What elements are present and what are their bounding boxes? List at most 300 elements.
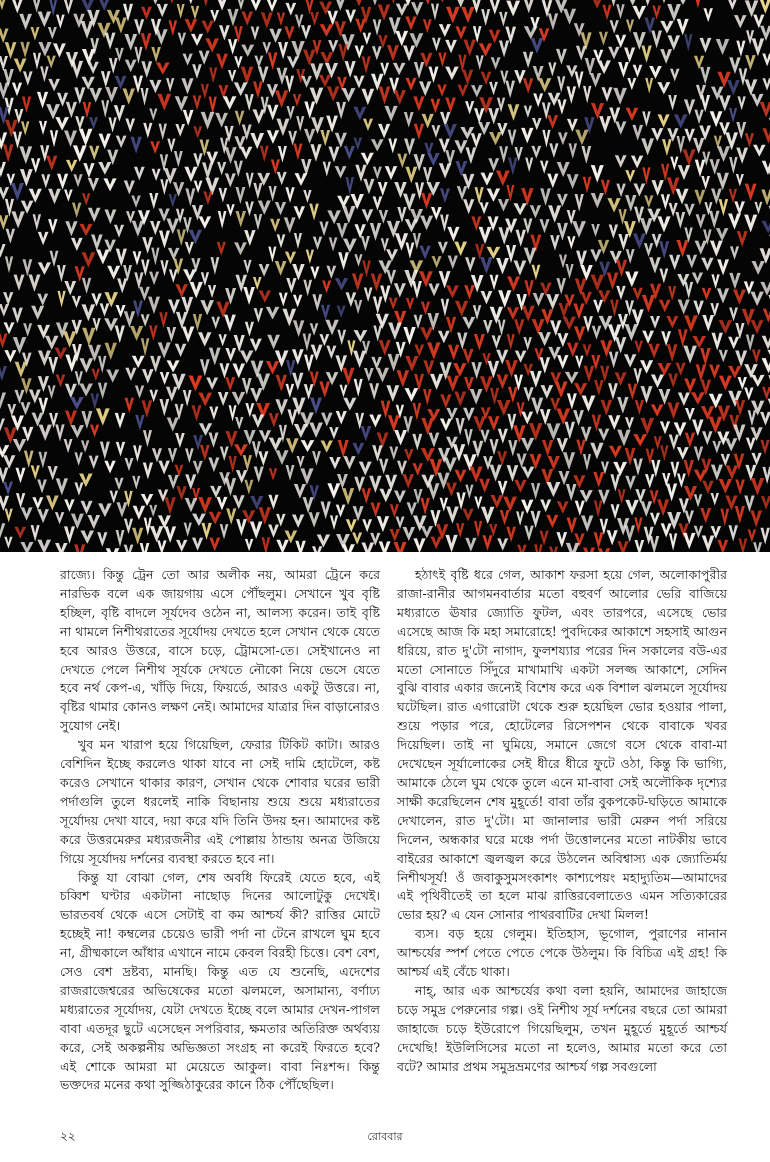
pattern-shape [581, 515, 594, 532]
pattern-shape [176, 540, 187, 552]
pattern-shape [285, 3, 296, 16]
pattern-shape [98, 383, 108, 399]
pattern-shape [750, 511, 762, 528]
pattern-shape [48, 219, 57, 234]
pattern-shape [615, 155, 627, 168]
pattern-shape [397, 154, 407, 168]
pattern-shape [700, 348, 711, 366]
pattern-shape [183, 269, 197, 282]
pattern-shape [437, 85, 447, 97]
pattern-shape [177, 4, 185, 19]
pattern-shape [250, 339, 262, 352]
pattern-shape [159, 230, 170, 248]
pattern-shape [241, 12, 253, 26]
pattern-shape [293, 320, 304, 337]
pattern-shape [657, 82, 670, 94]
pattern-shape [387, 45, 399, 61]
pattern-shape [362, 56, 371, 73]
pattern-shape [557, 76, 565, 92]
pattern-shape [353, 506, 364, 521]
pattern-shape [215, 0, 229, 11]
pattern-shape [208, 458, 219, 473]
pattern-shape [617, 430, 631, 447]
pattern-shape [700, 67, 710, 85]
pattern-shape [455, 301, 469, 317]
pattern-shape [517, 545, 527, 552]
pattern-shape [546, 515, 558, 528]
pattern-shape [21, 121, 29, 135]
pattern-shape [431, 125, 440, 138]
pattern-shape [660, 445, 668, 461]
pattern-shape [355, 19, 366, 33]
pattern-shape [593, 300, 603, 314]
pattern-shape [454, 140, 467, 154]
pattern-shape [275, 375, 287, 392]
pattern-shape [321, 305, 331, 320]
pattern-shape [549, 143, 558, 158]
pattern-shape [20, 42, 30, 58]
pattern-shape [38, 452, 47, 469]
pattern-shape [3, 144, 13, 162]
pattern-shape [229, 405, 237, 421]
pattern-shape [33, 214, 41, 230]
pattern-shape [132, 528, 143, 545]
pattern-shape [693, 301, 703, 316]
pattern-shape [72, 296, 81, 308]
pattern-shape [205, 178, 219, 196]
pattern-shape [379, 340, 391, 356]
pattern-shape [81, 21, 94, 39]
pattern-shape [733, 290, 746, 305]
pattern-shape [12, 83, 22, 97]
pattern-shape [427, 483, 439, 500]
pattern-shape [149, 193, 158, 209]
pattern-shape [175, 284, 188, 297]
pattern-shape [716, 39, 730, 55]
pattern-shape [380, 285, 390, 303]
pattern-shape [662, 139, 672, 156]
pattern-shape [216, 497, 227, 510]
pattern-shape [762, 161, 770, 175]
pattern-shape [50, 251, 59, 267]
pattern-shape [581, 32, 592, 50]
pattern-shape [642, 167, 650, 184]
pattern-shape [20, 402, 30, 415]
pattern-shape [729, 189, 737, 203]
pattern-shape [0, 28, 9, 43]
pattern-shape [80, 531, 94, 544]
pattern-shape [692, 273, 703, 285]
pattern-shape [303, 190, 311, 203]
pattern-shape [326, 346, 336, 359]
pattern-shape [32, 497, 43, 509]
pattern-shape [56, 15, 65, 29]
pattern-shape [0, 82, 9, 99]
pattern-shape [57, 265, 66, 282]
pattern-shape [48, 385, 56, 399]
pattern-shape [395, 516, 404, 528]
pattern-shape [684, 282, 693, 299]
pattern-shape [678, 393, 690, 406]
pattern-shape [96, 408, 110, 425]
pattern-shape [507, 307, 519, 320]
pattern-shape [575, 356, 583, 369]
pattern-shape [320, 501, 330, 519]
pattern-shape [83, 163, 94, 178]
pattern-shape [373, 296, 383, 314]
pattern-shape [64, 499, 74, 512]
pattern-shape [403, 46, 415, 62]
pattern-shape [167, 417, 179, 431]
pattern-shape [57, 291, 65, 308]
pattern-shape [562, 317, 576, 330]
pattern-shape [538, 78, 551, 92]
pattern-shape [414, 344, 424, 356]
pattern-shape [370, 502, 380, 517]
pattern-shape [734, 201, 745, 215]
pattern-shape [573, 410, 584, 426]
pattern-shape [590, 0, 604, 9]
pattern-shape [677, 19, 689, 35]
pattern-shape [702, 536, 715, 552]
pattern-shape [267, 130, 279, 144]
pattern-shape [37, 92, 48, 109]
pattern-shape [632, 6, 646, 20]
pattern-shape [303, 280, 312, 296]
pattern-shape [223, 96, 237, 110]
pattern-shape [326, 266, 336, 279]
pattern-shape [746, 438, 756, 451]
pattern-shape [143, 430, 152, 447]
pattern-shape [497, 451, 507, 466]
pattern-shape [649, 257, 661, 273]
pattern-shape [149, 272, 159, 285]
pattern-shape [301, 76, 312, 88]
pattern-shape [64, 439, 73, 453]
pattern-shape [250, 521, 263, 538]
pattern-shape [599, 116, 611, 133]
pattern-shape [750, 292, 763, 306]
pattern-shape [135, 415, 144, 431]
pattern-shape [491, 57, 501, 69]
pattern-shape [53, 43, 66, 57]
pattern-shape [471, 133, 482, 148]
pattern-shape [29, 390, 41, 404]
pattern-shape [555, 381, 568, 398]
pattern-shape [684, 486, 697, 501]
pattern-shape [524, 526, 534, 542]
pattern-shape [74, 544, 85, 552]
pattern-shape [703, 8, 712, 22]
pattern-shape [235, 187, 245, 204]
pattern-shape [394, 490, 406, 503]
pattern-shape [420, 498, 429, 515]
pattern-shape [734, 15, 747, 28]
pattern-shape [748, 529, 757, 542]
pattern-shape [287, 56, 299, 68]
pattern-shape [114, 478, 123, 491]
pattern-shape [193, 95, 202, 110]
pattern-shape [475, 187, 484, 204]
pattern-shape [104, 343, 116, 360]
pattern-shape [342, 368, 354, 386]
pattern-shape [471, 85, 483, 97]
pattern-shape [143, 123, 152, 138]
pattern-shape [729, 157, 738, 174]
pattern-shape [488, 158, 499, 171]
pattern-shape [243, 260, 251, 274]
pattern-shape [266, 307, 280, 320]
pattern-shape [634, 341, 643, 354]
pattern-shape [254, 467, 264, 483]
pattern-shape [440, 498, 448, 512]
pattern-shape [516, 511, 524, 526]
pattern-shape [267, 335, 280, 350]
pattern-shape [752, 350, 761, 364]
pattern-shape [0, 244, 6, 258]
pattern-shape [558, 132, 568, 145]
pattern-shape [694, 190, 705, 205]
pattern-shape [309, 204, 319, 221]
pattern-shape [678, 329, 688, 347]
pattern-shape [489, 439, 498, 455]
pattern-shape [225, 478, 236, 496]
pattern-shape [109, 491, 118, 504]
pattern-shape [394, 283, 406, 297]
pattern-shape [269, 186, 277, 201]
pattern-shape [633, 233, 646, 249]
pattern-shape [585, 58, 596, 75]
pattern-shape [291, 41, 305, 59]
pattern-shape [462, 70, 473, 86]
pattern-shape [385, 475, 397, 491]
pattern-shape [660, 49, 672, 64]
pattern-shape [729, 57, 741, 74]
pattern-shape [304, 102, 315, 119]
pattern-shape [200, 445, 210, 461]
pattern-shape [55, 543, 68, 552]
pattern-shape [556, 408, 570, 424]
pattern-shape [335, 133, 347, 148]
pattern-shape [684, 34, 692, 51]
pattern-shape [632, 288, 642, 300]
pattern-shape [124, 311, 135, 327]
pattern-shape [250, 0, 262, 11]
pattern-shape [0, 215, 9, 230]
pattern-shape [540, 409, 551, 425]
pattern-shape [694, 526, 703, 539]
pattern-shape [563, 452, 575, 470]
pattern-shape [0, 333, 8, 348]
pattern-shape [342, 88, 356, 102]
pattern-shape [275, 450, 288, 465]
pattern-shape [336, 223, 347, 239]
pattern-shape [267, 105, 279, 121]
pattern-shape [699, 38, 711, 53]
pattern-shape [751, 320, 764, 334]
pattern-shape [117, 278, 127, 293]
pattern-shape [626, 19, 634, 32]
pattern-shape [474, 521, 482, 538]
pattern-shape [548, 62, 556, 76]
pattern-shape [685, 510, 695, 524]
pattern-shape [546, 423, 560, 440]
pattern-shape [508, 130, 517, 147]
pattern-shape [413, 538, 425, 552]
pattern-shape [363, 33, 372, 45]
pattern-shape [384, 106, 397, 122]
pattern-shape [514, 319, 525, 335]
pattern-shape [691, 392, 705, 404]
pattern-shape [114, 225, 124, 238]
pattern-shape [702, 315, 714, 332]
pattern-shape [132, 356, 145, 368]
pattern-shape [100, 303, 110, 316]
pattern-shape [729, 108, 737, 123]
pattern-shape [310, 12, 319, 26]
pattern-shape [152, 448, 162, 462]
paragraph: রাজ্যে। কিন্তু ট্রেন তো আর অলীক নয়, আমরা ট্রেনে করে নারভিক বলে এক জায়গায় এসে পৌঁছলুম। সেখানে খুব বৃষ্টি হচ্ছিল, বৃষ্টি বাদলে সূর্যদেব ওঠেন না, আলস্য করেন। তাই বৃষ্টি না থামলে নিশীথরাতের সূর্যোদয় দেখতে হলে সেখান থেকে যেতে হবে আরও উত্তরে, বাসে চড়ে, ট্রোমসো-তে। সেইখানেও না দেখতে পেলে নিশীথ সূর্যকে দেখতে নৌকো নিয়ে ভেসে যেতে হবে নর্থ কেপ-এ, খাঁড়ি দিয়ে, ফিয়র্ডে, আরও একটু উত্তরে। না, বৃষ্টির থামার কোনও লক্ষণ নেই। আমাদের যাত্রার দিন বাড়ানোরও সুযোগ নেই। [60, 567, 380, 734]
pattern-shape [225, 173, 236, 187]
paragraph: কিন্তু যা বোঝা গেল, শেষ অবধি ফিরেই যেতে হবে, এই চব্বিশ ঘণ্টার একটানা নাছোড় দিনের আলোটুকু দেখেই। ভারতবর্ষ থেকে এসে সেটাই বা কম আশ্চর্য কী? রাত্তির মোটে হচ্ছেই না! কম্বলের চেয়েও ভারী পর্দা না টেনে রাখলে ঘুম হবে না, গ্রীষ্মকালে আঁধার এখানে নামে কেবল বিরহী চিত্তে। বেশ বেশ, সেও বেশ দ্রষ্টব্য, মানছি। কিন্তু এত যে শুনেছি, এদেশের রাজরাজেশ্বরের অভিষেকের মতো ঝলমলে, অসামান্য, বর্ণাঢ্য মধ্যরাতের সূর্যোদয়, যেটা দেখতে ইচ্ছে বলে আমার দেখন-পাগল বাবা এতদূর ছুটে এসেছেন সপরিবার, ক্ষমতার অতিরিক্ত অর্থব্যয় করে, সেই অকল্পনীয় অভিজ্ঞতা সংগ্রহ না করেই ফিরতে হবে? এই শোকে আমরা মা মেয়েতে আকুল। বাবা নিঃশব্দ। কিন্তু ভক্তদের মনের কথা সুজ্জিঠাকুরের কানে ঠিক পৌঁছেছিল। [60, 869, 380, 1093]
pattern-shape [220, 446, 229, 460]
pattern-shape [4, 350, 16, 363]
pattern-shape [719, 376, 732, 391]
pattern-shape [602, 5, 611, 20]
pattern-shape [166, 360, 179, 372]
pattern-shape [361, 153, 374, 166]
pattern-shape [346, 177, 355, 195]
pattern-shape [71, 425, 84, 438]
pattern-shape [12, 0, 22, 13]
pattern-shape [609, 352, 619, 369]
pattern-shape [48, 357, 58, 375]
pattern-shape [454, 0, 467, 7]
pattern-shape [652, 234, 662, 248]
pattern-shape [530, 511, 540, 528]
pattern-shape [651, 405, 664, 417]
pattern-shape [624, 354, 637, 367]
pattern-shape [463, 454, 477, 471]
pattern-shape [386, 385, 399, 402]
pattern-shape [625, 300, 634, 316]
pattern-shape [479, 202, 488, 214]
pattern-shape [55, 424, 64, 441]
pattern-shape [719, 95, 731, 111]
pattern-shape [325, 320, 339, 335]
article-column-left [60, 566, 380, 1095]
pattern-shape [71, 238, 83, 251]
pattern-shape [13, 275, 24, 291]
pattern-shape [87, 62, 99, 74]
pattern-shape [362, 260, 371, 277]
pattern-shape [245, 202, 254, 217]
pattern-shape [677, 274, 689, 287]
pattern-shape [572, 221, 586, 238]
pattern-shape [142, 369, 154, 383]
pattern-shape [327, 210, 341, 224]
pattern-shape [334, 0, 347, 11]
pattern-shape [696, 85, 706, 100]
pattern-shape [12, 308, 23, 324]
pattern-shape [159, 312, 168, 328]
pattern-shape [506, 527, 516, 542]
pattern-shape [540, 161, 549, 174]
pattern-shape [378, 5, 391, 21]
pattern-shape [388, 415, 400, 431]
pattern-shape [598, 548, 611, 552]
pattern-shape [19, 14, 32, 30]
pattern-shape [625, 271, 638, 287]
pattern-shape [670, 69, 680, 82]
pattern-shape [157, 94, 171, 111]
pattern-shape [184, 523, 192, 537]
pattern-shape [296, 116, 304, 131]
pattern-shape [175, 124, 185, 137]
pattern-shape [150, 221, 161, 235]
pattern-shape [345, 61, 356, 78]
pattern-shape [341, 544, 354, 552]
pattern-shape [759, 0, 770, 14]
pattern-shape [626, 249, 635, 264]
pattern-shape [465, 538, 476, 552]
pattern-shape [626, 0, 639, 5]
pattern-shape [0, 496, 9, 511]
pattern-shape [610, 300, 619, 317]
pattern-shape [169, 20, 178, 36]
pattern-shape [736, 41, 745, 57]
pattern-shape [66, 102, 77, 118]
pattern-shape [322, 280, 331, 293]
pattern-shape [538, 332, 551, 346]
pattern-shape [709, 159, 720, 175]
pattern-shape [335, 278, 348, 291]
pattern-shape [258, 67, 269, 84]
pattern-shape [631, 156, 643, 169]
pattern-shape [13, 132, 22, 149]
pattern-shape [189, 282, 202, 298]
pattern-shape [244, 480, 253, 495]
pattern-shape [531, 265, 540, 280]
pattern-shape [201, 523, 211, 540]
article-column-right [397, 566, 727, 1076]
pattern-shape [609, 224, 618, 238]
pattern-shape [645, 78, 653, 94]
pattern-shape [304, 384, 314, 400]
pattern-shape [708, 417, 722, 434]
pattern-shape [744, 387, 753, 400]
pattern-shape [363, 179, 374, 194]
pattern-shape [226, 204, 235, 216]
pattern-shape [682, 149, 695, 166]
pattern-shape [488, 416, 500, 431]
pattern-shape [193, 153, 202, 167]
pattern-shape [292, 264, 305, 280]
pattern-shape [192, 64, 202, 79]
pattern-shape [228, 39, 238, 55]
pattern-shape [208, 285, 216, 298]
pattern-shape [148, 297, 160, 314]
paragraph: নাহ্, আর এক আশ্চর্যের কথা বলা হয়নি, আমাদের জাহাজে চড়ে সমুদ্র পেরুনোর গল্প। ওই নিশীথ সূর্য দর্শনের বছরে তো আমরা জাহাজে চড়ে ইউরোপে গিয়েছিলুম, তখন মুহূর্তে মুহূর্তে আশ্চর্য দেখেছি! ইউলিসিসের মতো না হলেও, আমার মতো করে তো বটে? আমার প্রথম সমুদ্রভ্রমণের আশ্চর্য গল্প সবগুলো [397, 982, 727, 1074]
pattern-shape [378, 182, 388, 196]
pattern-shape [548, 205, 561, 222]
pattern-shape [566, 543, 580, 552]
pattern-shape [762, 387, 770, 400]
pattern-shape [625, 170, 635, 182]
pattern-shape [642, 111, 651, 127]
pattern-shape [210, 486, 222, 498]
pattern-shape [694, 470, 708, 482]
